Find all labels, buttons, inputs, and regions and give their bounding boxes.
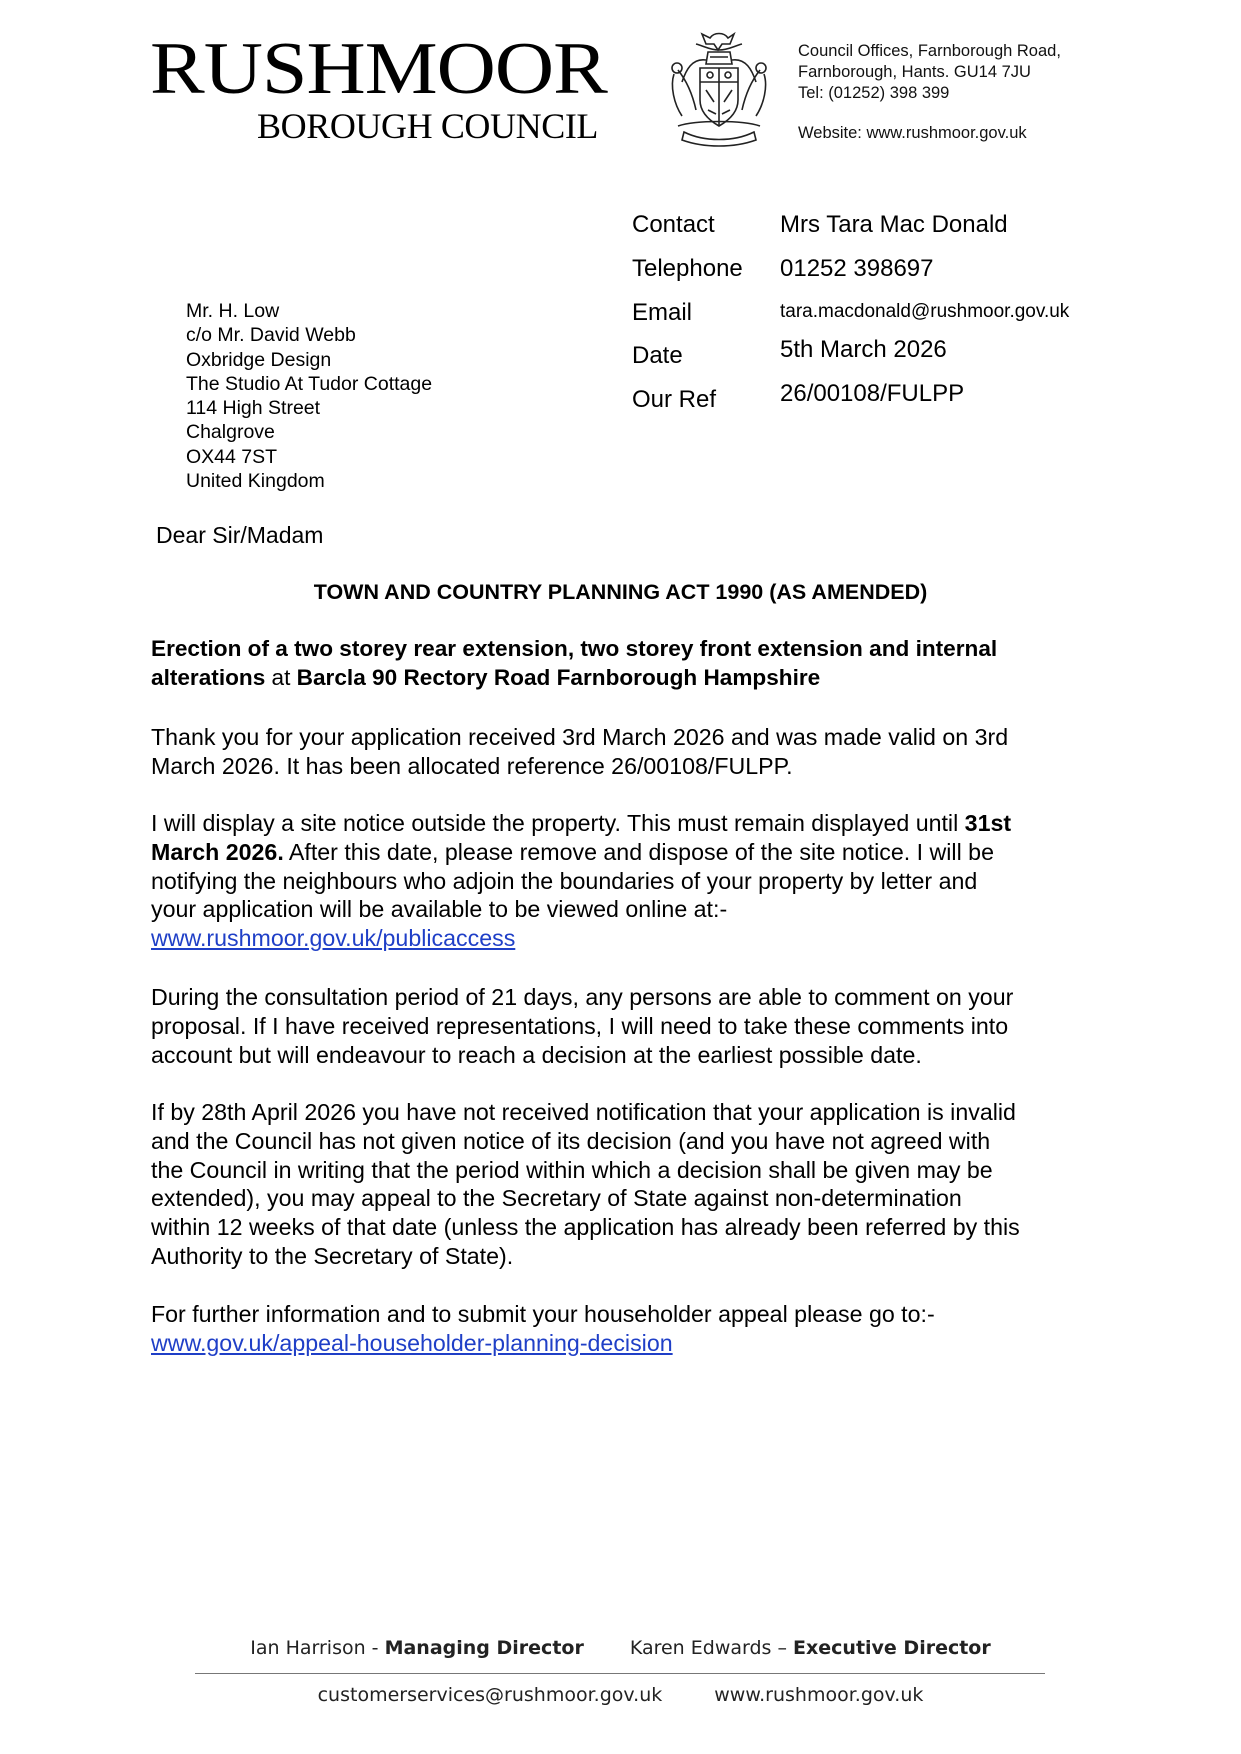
paragraph-line: I will display a site notice outside the property. This must remain displayed until: [151, 810, 965, 836]
footer-divider: [195, 1673, 1045, 1674]
paragraph-line: proposal. If I have received representations, I will need to take these comments into: [151, 1012, 1009, 1039]
paragraph-line: For further information and to submit your householder appeal please go to:-: [151, 1301, 935, 1327]
paragraph-line: Thank you for your application received 3rd March 2026 and was made valid on 3rd: [151, 724, 1009, 750]
proposal-connector: at: [265, 664, 297, 690]
paragraph-line: extended), you may appeal to the Secretary of State against non-determination: [151, 1185, 962, 1212]
executive-director-title: Executive Director: [793, 1637, 991, 1659]
site-address: Barcla 90 Rectory Road Farnborough Hampshire: [296, 664, 821, 690]
recipient-line: OX44 7ST: [186, 445, 278, 468]
council-telephone: Tel: (01252) 398 399: [798, 84, 950, 102]
paragraph-application-received: [151, 723, 1101, 781]
paragraph-line: Authority to the Secretary of State).: [151, 1242, 514, 1269]
our-ref-value: 26/00108/FULPP: [780, 380, 965, 407]
footer-directors: [0, 1636, 1241, 1660]
proposal-description: [151, 635, 1101, 693]
managing-director-name: Ian Harrison -: [250, 1637, 385, 1659]
paragraph-line: During the consultation period of 21 days, any persons are able to comment on your: [151, 984, 1014, 1010]
date-label: Date: [632, 342, 683, 369]
footer-website: www.rushmoor.gov.uk: [714, 1684, 924, 1706]
executive-director-name: Karen Edwards –: [629, 1637, 794, 1659]
recipient-line: Mr. H. Low: [186, 300, 280, 322]
council-address-line: Council Offices, Farnborough Road,: [798, 42, 1061, 60]
recipient-line: The Studio At Tudor Cottage: [186, 372, 433, 395]
logo-rushmoor-wordmark: RUSHMOOR: [150, 27, 607, 110]
paragraph-line: notifying the neighbours who adjoin the boundaries of your property by letter and: [151, 867, 978, 894]
logo-borough-council-wordmark: BOROUGH COUNCIL: [257, 106, 599, 146]
recipient-address: [186, 299, 432, 493]
paragraph-appeal: [151, 1098, 1101, 1271]
contact-label: Contact: [632, 211, 715, 238]
recipient-line: 114 High Street: [186, 397, 321, 420]
householder-appeal-link[interactable]: www.gov.uk/appeal-householder-planning-decision: [151, 1329, 673, 1356]
date-value: 5th March 2026: [780, 336, 947, 363]
paragraph-consultation: [151, 983, 1101, 1069]
paragraph-line: within 12 weeks of that date (unless the application has already been referred by this: [151, 1214, 1020, 1241]
managing-director-title: Managing Director: [384, 1637, 584, 1659]
recipient-line: Oxbridge Design: [186, 348, 332, 371]
paragraph-line: account but will endeavour to reach a decision at the earliest possible date.: [151, 1041, 922, 1068]
recipient-line: United Kingdom: [186, 470, 325, 493]
paragraph-line: and the Council has not given notice of its decision (and you have not agreed with: [151, 1127, 991, 1154]
footer-contact: [0, 1683, 1241, 1707]
paragraph-line: the Council in writing that the period within which a decision shall be given may be: [151, 1156, 993, 1183]
proposal-line: Erection of a two storey rear extension, two storey front extension and internal: [151, 636, 998, 661]
paragraph-line: If by 28th April 2026 you have not received notification that your application is invalid: [151, 1099, 1016, 1125]
notice-end-date: March 2026.: [151, 838, 284, 865]
proposal-text: alterations: [151, 664, 266, 690]
recipient-line: Chalgrove: [186, 421, 275, 444]
our-ref-label: Our Ref: [632, 386, 717, 413]
email-value: tara.macdonald@rushmoor.gov.uk: [780, 301, 1070, 322]
paragraph-site-notice: [151, 809, 1101, 953]
council-website: Website: www.rushmoor.gov.uk: [798, 124, 1027, 142]
council-address-line: Farnborough, Hants. GU14 7JU: [798, 63, 1031, 81]
footer-email: customerservices@rushmoor.gov.uk: [317, 1684, 663, 1706]
contact-value: Mrs Tara Mac Donald: [780, 211, 1008, 238]
salutation: Dear Sir/Madam: [156, 522, 324, 548]
paragraph-line: After this date, please remove and dispose of the site notice. I will be: [283, 838, 994, 865]
act-heading: TOWN AND COUNTRY PLANNING ACT 1990 (AS AMENDED): [313, 580, 928, 604]
paragraph-further-information: [151, 1300, 1101, 1358]
paragraph-line: March 2026. It has been allocated reference 26/00108/FULPP.: [151, 752, 793, 779]
council-coat-of-arms-icon: [660, 30, 778, 153]
email-label: Email: [632, 299, 693, 326]
public-access-link[interactable]: www.rushmoor.gov.uk/publicaccess: [151, 925, 516, 952]
paragraph-line: your application will be available to be viewed online at:-: [151, 896, 728, 923]
recipient-line: c/o Mr. David Webb: [186, 324, 356, 347]
telephone-value: 01252 398697: [780, 255, 934, 282]
notice-end-date: 31st: [964, 810, 1012, 836]
telephone-label: Telephone: [632, 255, 743, 282]
